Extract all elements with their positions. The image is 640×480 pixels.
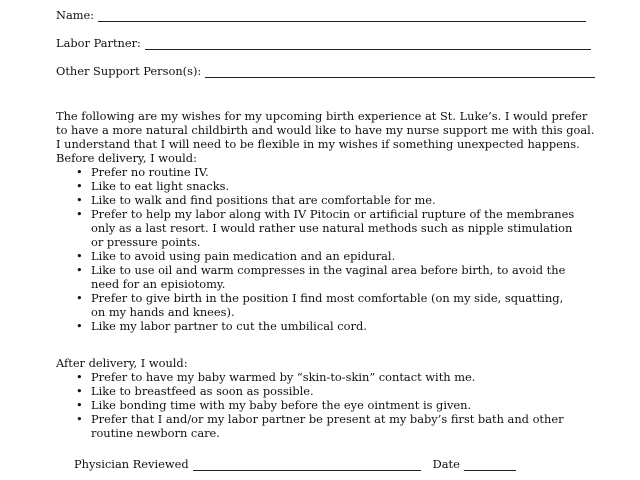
list-item-text: Like bonding time with my baby before the eye ointment is given. bbox=[91, 398, 472, 412]
list-item-text: Like my labor partner to cut the umbilical cord. bbox=[91, 319, 367, 333]
list-item-text: Like to breastfeed as soon as possible. bbox=[91, 384, 314, 398]
before-delivery-heading: Before delivery, I would: bbox=[56, 151, 197, 165]
list-item-text: Like to use oil and warm compresses in the vaginal area before birth, to avoid the need for an episiotomy. bbox=[91, 263, 566, 291]
intro-line: The following are my wishes for my upcoming birth experience at St. Luke’s. I would prefer bbox=[56, 109, 588, 123]
labor-partner-label: Labor Partner: bbox=[56, 36, 141, 50]
bullet-icon: • bbox=[76, 179, 83, 193]
bullet-icon: • bbox=[76, 193, 83, 207]
bullet-icon: • bbox=[76, 412, 83, 426]
bullet-icon: • bbox=[76, 207, 83, 221]
physician-reviewed-label: Physician Reviewed bbox=[74, 457, 189, 471]
name-blank-line[interactable] bbox=[98, 10, 586, 22]
intro-paragraph bbox=[56, 109, 595, 165]
bullet-icon: • bbox=[76, 165, 83, 179]
list-item bbox=[56, 398, 576, 412]
bullet-icon: • bbox=[76, 263, 83, 277]
bullet-icon: • bbox=[76, 398, 83, 412]
after-delivery-heading: After delivery, I would: bbox=[56, 356, 188, 370]
name-field-row bbox=[56, 8, 586, 22]
signature-row bbox=[74, 457, 516, 471]
list-item bbox=[56, 384, 576, 398]
bullet-icon: • bbox=[76, 384, 83, 398]
list-item bbox=[56, 412, 576, 440]
bullet-icon: • bbox=[76, 291, 83, 305]
list-item-text: Like to eat light snacks. bbox=[91, 179, 230, 193]
list-item bbox=[56, 207, 576, 249]
list-item-text: Prefer that I and/or my labor partner be present at my baby’s first bath and other routine newborn care. bbox=[91, 412, 564, 440]
list-item bbox=[56, 291, 576, 319]
bullet-icon: • bbox=[76, 249, 83, 263]
list-item-text: Prefer to have my baby warmed by “skin-to-skin” contact with me. bbox=[91, 370, 476, 384]
list-item bbox=[56, 179, 576, 193]
support-person-blank-line[interactable] bbox=[205, 66, 595, 78]
list-item bbox=[56, 263, 576, 291]
before-delivery-list bbox=[56, 165, 576, 333]
labor-partner-field-row bbox=[56, 36, 591, 50]
intro-line: I understand that I will need to be flexible in my wishes if something unexpected happens. bbox=[56, 137, 580, 151]
list-item bbox=[56, 165, 576, 179]
after-delivery-list bbox=[56, 370, 576, 440]
date-label: Date bbox=[432, 457, 460, 471]
bullet-icon: • bbox=[76, 319, 83, 333]
physician-signature-line[interactable] bbox=[193, 459, 421, 471]
list-item bbox=[56, 370, 576, 384]
date-blank-line[interactable] bbox=[464, 459, 516, 471]
support-person-field-row bbox=[56, 64, 595, 78]
labor-partner-blank-line[interactable] bbox=[145, 38, 591, 50]
list-item-text: Prefer to give birth in the position I find most comfortable (on my side, squatting, on my hands and knees). bbox=[91, 291, 564, 319]
list-item bbox=[56, 319, 576, 333]
list-item-text: Like to avoid using pain medication and an epidural. bbox=[91, 249, 396, 263]
list-item-text: Like to walk and find positions that are comfortable for me. bbox=[91, 193, 436, 207]
support-person-label: Other Support Person(s): bbox=[56, 64, 202, 78]
list-item bbox=[56, 249, 576, 263]
name-label: Name: bbox=[56, 8, 95, 22]
bullet-icon: • bbox=[76, 370, 83, 384]
intro-line: to have a more natural childbirth and would like to have my nurse support me with this goal. bbox=[56, 123, 595, 137]
list-item-text: Prefer to help my labor along with IV Pitocin or artificial rupture of the membranes only as a last resort. I would rather use natural methods such as nipple stimulation or pressure points. bbox=[91, 207, 575, 249]
list-item-text: Prefer no routine IV. bbox=[91, 165, 209, 179]
list-item bbox=[56, 193, 576, 207]
